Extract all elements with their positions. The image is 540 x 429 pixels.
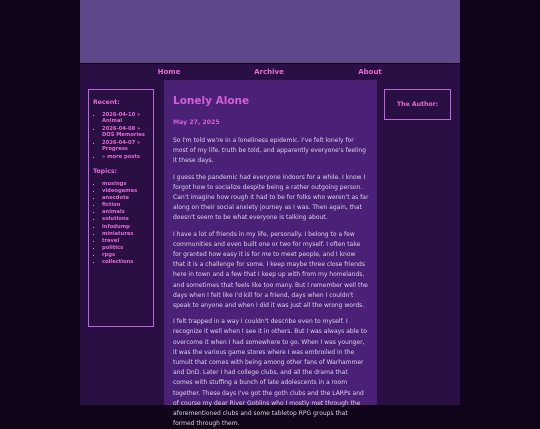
recent-post-link[interactable]: • 2026-04-10 » Animal bbox=[102, 112, 149, 125]
nav-home-link[interactable]: Home bbox=[157, 68, 181, 76]
post-paragraph: I have a lot of friends in my life, personally. I belong to a few communities and even built one or two for myself. I often take for granted how easy it is for me to meet people, and I know that it is a challenge for some. I keep maybe three close friends here in town and a few that I keep up with from my homelands, and sometimes that feels like too many. But I remember well the days when I felt like I'd kill for a friend, days when I couldn't speak to anyone and when I did it was just all the wrong words. bbox=[173, 230, 368, 310]
header-banner bbox=[80, 0, 460, 63]
post-paragraph: So I'm told we're in a loneliness epidemic. I've felt lonely for most of my life, truth be told, and apparently everyone's feeling it these days. bbox=[173, 137, 366, 165]
recent-post-link[interactable]: • 2026-04-07 » Progress bbox=[102, 140, 149, 153]
content-layout bbox=[80, 80, 460, 428]
topic-link[interactable]: • anecdote bbox=[102, 195, 149, 202]
page-wrapper bbox=[80, 0, 460, 428]
topics-list bbox=[93, 181, 149, 266]
topic-link[interactable]: • animals bbox=[102, 209, 149, 216]
post-body bbox=[173, 136, 369, 429]
topic-link[interactable]: • travel bbox=[102, 238, 149, 245]
topic-link[interactable]: • miniatures bbox=[102, 231, 149, 238]
topic-link[interactable]: • musings bbox=[102, 181, 149, 188]
left-sidebar bbox=[88, 89, 154, 327]
recent-post-link[interactable]: • 2026-04-08 » DOS Memories bbox=[102, 126, 149, 139]
topic-link[interactable]: • politics bbox=[102, 245, 149, 252]
post-paragraph: I guess the pandemic had everyone indoors for a while. I know I forgot how to socialize despite being a rather outgoing person. Can't imagine how rough it had to be for folks who weren't as far along on their social anxiety journey as I was. Then again, that doesn't seem to be what everyone is talking about. bbox=[173, 173, 369, 222]
post-date: May 27, 2025 bbox=[173, 119, 220, 126]
topic-link[interactable]: • collections bbox=[102, 259, 149, 266]
author-panel bbox=[384, 89, 451, 120]
topic-link[interactable]: • fiction bbox=[102, 202, 149, 209]
post-paragraph: I felt trapped in a way I couldn't describe even to myself. I recognize it well when I see it in others. But I was always able to overcome it when I had somewhere to go. When I was younger, it was the various game stores where I was embroiled in the tumult that comes with being among other fans of Warhammer and DnD. Later I had college clubs, and all the drama that comes with stuffing a bunch of late adolescents in a room together. These days I've got the goth clubs and the LARPs and of course my dear River Goblins who I mostly met through the aforementioned clubs and some tabletop RPG groups that formed through them. bbox=[173, 318, 367, 428]
nav-archive-link[interactable]: Archive bbox=[254, 68, 284, 76]
author-heading: The Author: bbox=[396, 101, 439, 108]
post-article bbox=[164, 80, 377, 428]
topic-link[interactable]: • solutions bbox=[102, 216, 149, 223]
nav-about-link[interactable]: About bbox=[358, 68, 382, 76]
post-title: Lonely Alone bbox=[173, 95, 250, 107]
more-posts-link[interactable]: • » more posts bbox=[102, 154, 149, 160]
topics-heading: Topics: bbox=[93, 167, 118, 175]
main-nav bbox=[80, 63, 460, 81]
topic-link[interactable]: • infodump bbox=[102, 224, 149, 231]
recent-posts-list bbox=[93, 112, 149, 160]
topic-link[interactable]: • videogames bbox=[102, 188, 149, 195]
topic-link[interactable]: • rpgs bbox=[102, 252, 149, 259]
recent-heading: Recent: bbox=[93, 99, 120, 106]
